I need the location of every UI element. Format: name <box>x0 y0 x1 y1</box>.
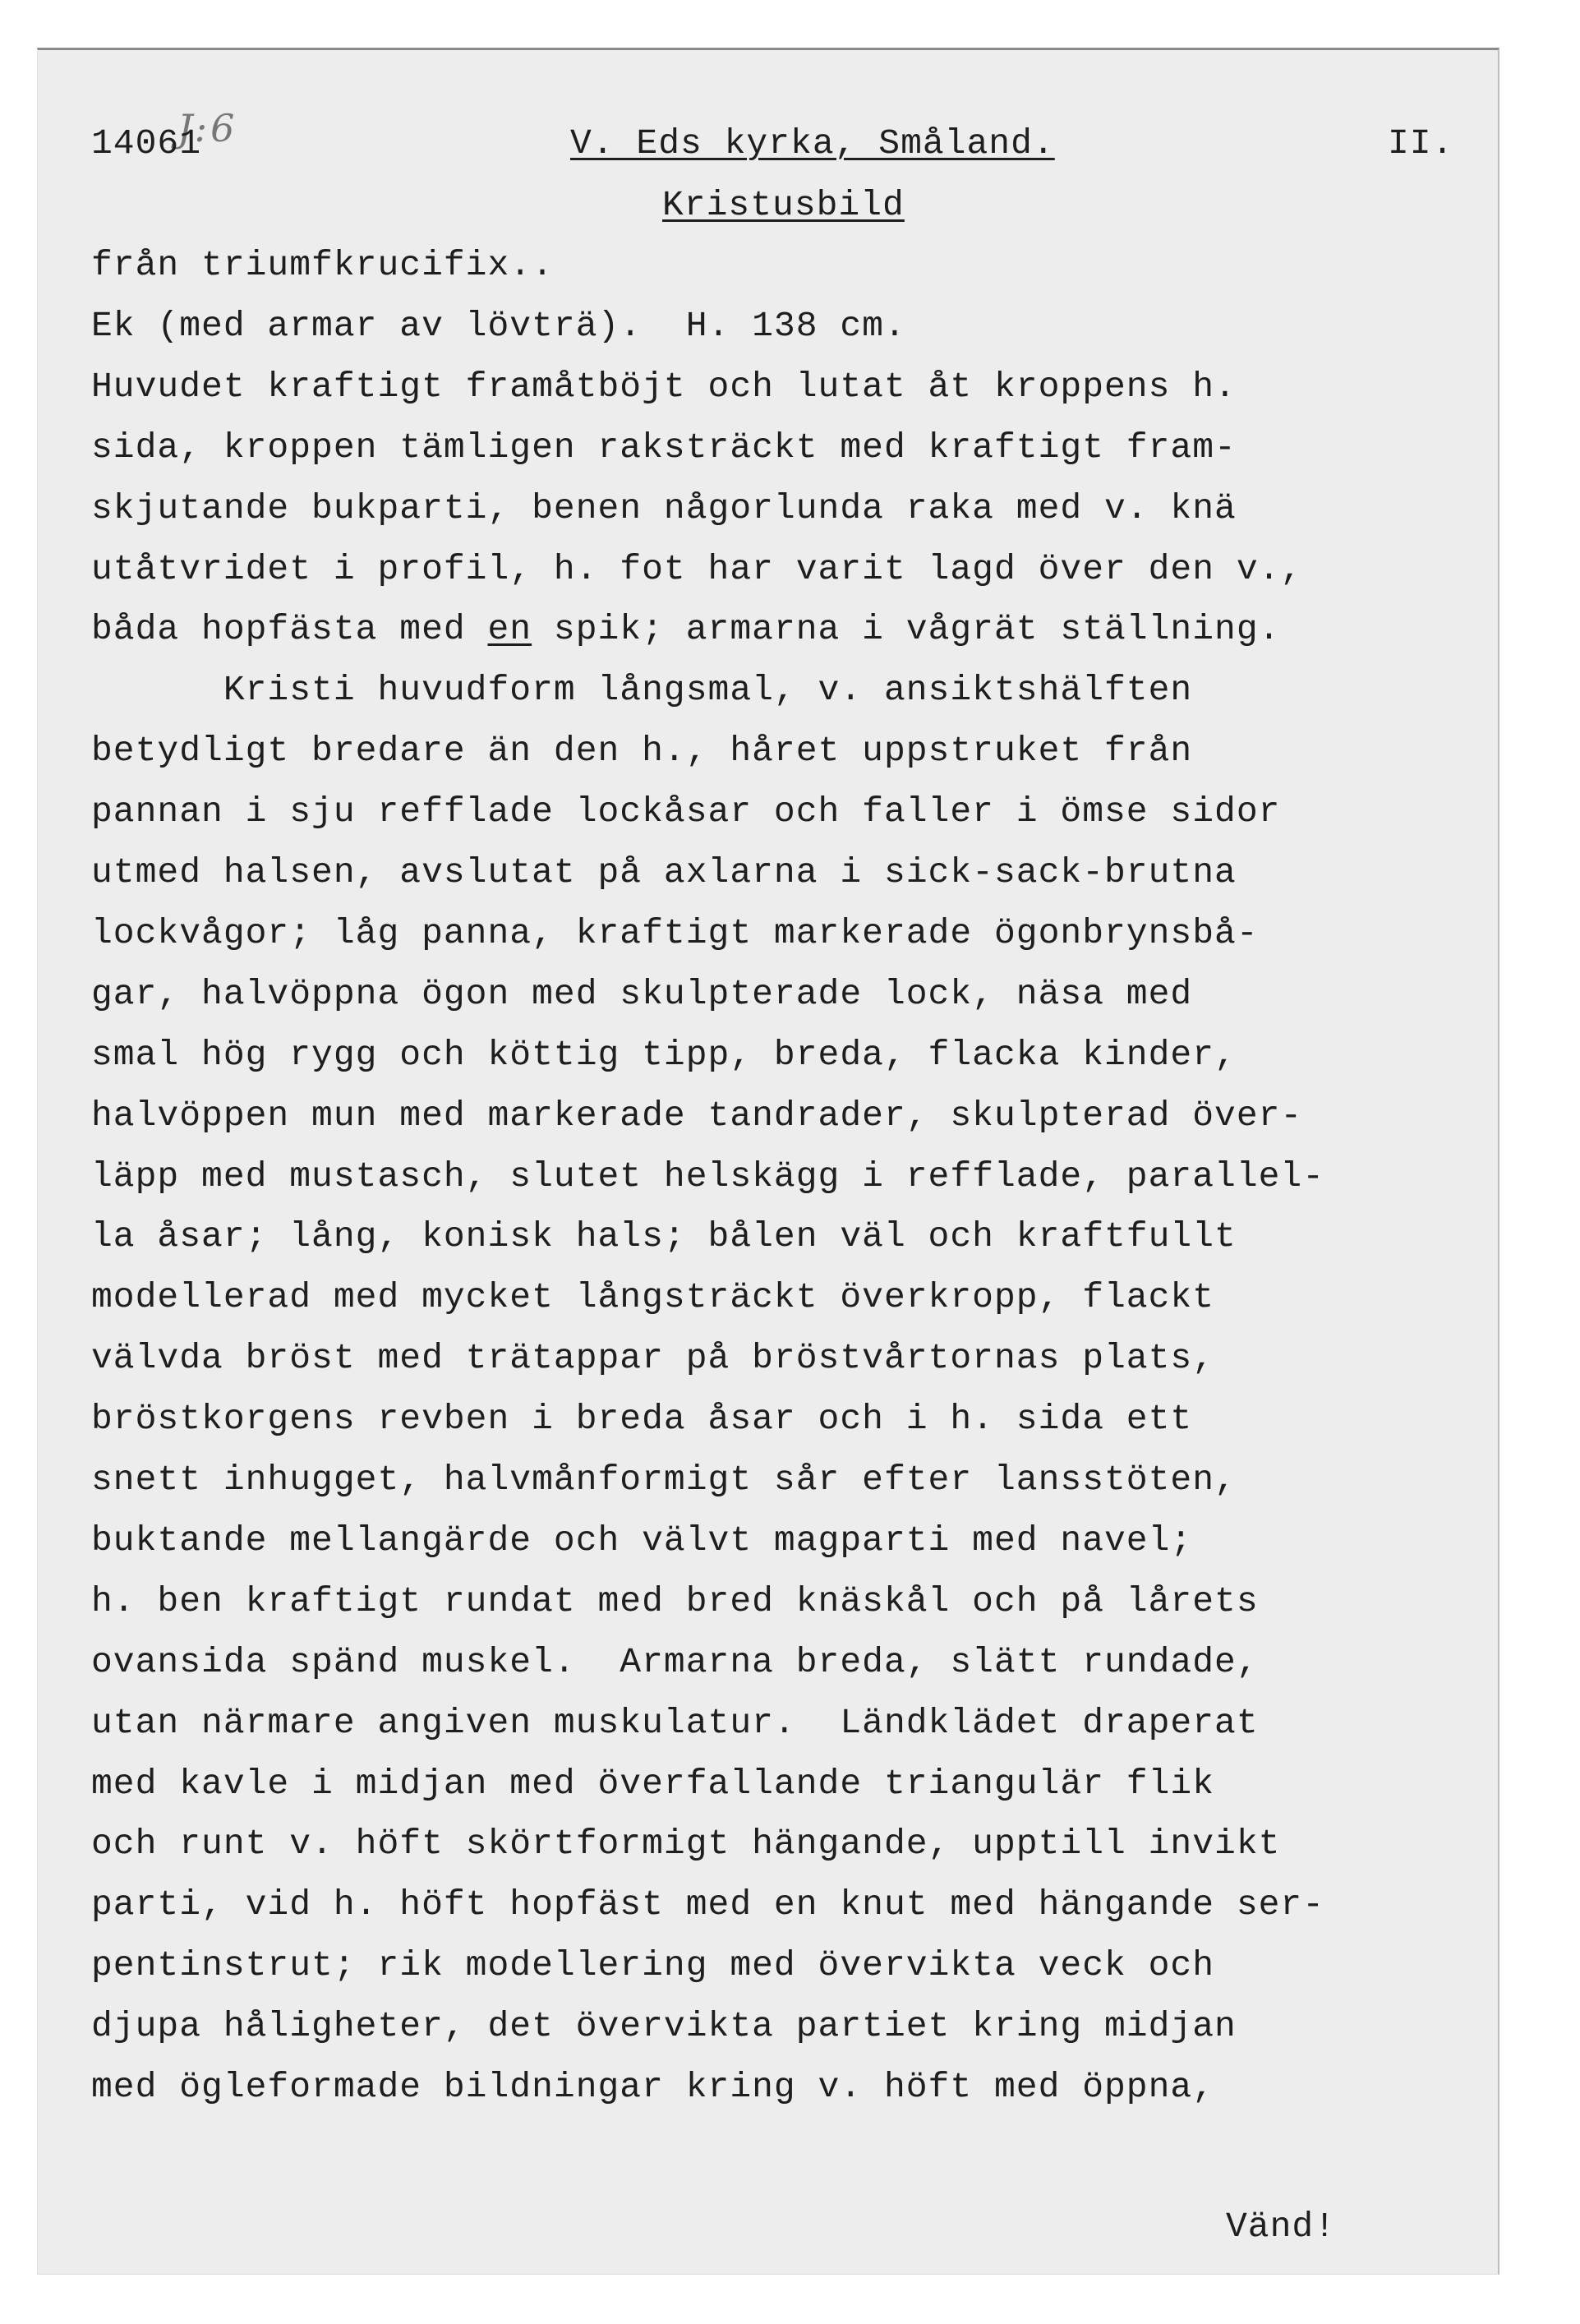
card-text-line: och runt v. höft skörtformigt hängande, upptill invikt <box>91 1824 1281 1864</box>
card-text-line: båda hopfästa med en spik; armarna i vågrät ställning. <box>91 609 1281 649</box>
card-text-line: skjutande bukparti, benen någorlunda raka med v. knä <box>91 488 1237 528</box>
card-number: 14061 <box>91 123 202 164</box>
card-text-line: parti, vid h. höft hopfäst med en knut med hängande ser- <box>91 1884 1325 1925</box>
card-text-line: la åsar; lång, konisk hals; bålen väl och kraftfullt <box>91 1216 1237 1257</box>
card-text-line: smal hög rygg och köttig tipp, breda, flacka kinder, <box>91 1035 1237 1075</box>
card-text-line: utmed halsen, avslutat på axlarna i sick-sack-brutna <box>91 852 1237 892</box>
card-location: V. Eds kyrka, Småland. <box>570 123 1055 164</box>
card-text-line: Huvudet kraftigt framåtböjt och lutat åt kroppens h. <box>91 367 1237 407</box>
card-subject: Kristusbild <box>662 185 905 225</box>
card-text-line: utan närmare angiven muskulatur. Ländklädet draperat <box>91 1703 1259 1743</box>
card-text-line: ovansida spänd muskel. Armarna breda, slätt rundade, <box>91 1642 1259 1682</box>
pencil-note: J:6 <box>177 106 238 150</box>
card-text-line: halvöppen mun med markerade tandrader, skulpterad över- <box>91 1095 1303 1136</box>
card-text-line: gar, halvöppna ögon med skulpterade lock, näsa med <box>91 974 1193 1014</box>
card-text-line: h. ben kraftigt rundat med bred knäskål och på lårets <box>91 1581 1259 1621</box>
card-text-line: lockvågor; låg panna, kraftigt markerade ögonbrynsbå- <box>91 913 1259 953</box>
card-text-line: djupa håligheter, det övervikta partiet kring midjan <box>91 2006 1237 2046</box>
card-text-line: med kavle i midjan med överfallande triangulär flik <box>91 1764 1215 1804</box>
card-text-line: med ögleformade bildningar kring v. höft med öppna, <box>91 2067 1215 2107</box>
catalog-card <box>37 48 1499 2275</box>
card-text-line: pentinstrut; rik modellering med övervikta veck och <box>91 1945 1215 1985</box>
card-text-line: betydligt bredare än den h., håret uppstruket från <box>91 731 1193 771</box>
card-text-line: sida, kroppen tämligen raksträckt med kraftigt fram- <box>91 427 1237 468</box>
card-text-line: Ek (med armar av lövträ). H. 138 cm. <box>91 306 906 346</box>
card-text-line: Kristi huvudform långsmal, v. ansiktshälften <box>91 670 1193 710</box>
card-text-line: välvda bröst med trätappar på bröstvårtornas plats, <box>91 1338 1215 1378</box>
card-text-line: läpp med mustasch, slutet helskägg i refflade, parallel- <box>91 1156 1325 1197</box>
card-text-line: utåtvridet i profil, h. fot har varit lagd över den v., <box>91 549 1303 589</box>
turn-note: Vänd! <box>1226 2206 1337 2247</box>
card-text-line: pannan i sju refflade lockåsar och faller i ömse sidor <box>91 791 1281 832</box>
card-volume: II. <box>1388 123 1454 164</box>
card-text-line: bröstkorgens revben i breda åsar och i h. sida ett <box>91 1399 1193 1439</box>
card-text-line: buktande mellangärde och välvt magparti med navel; <box>91 1520 1193 1561</box>
card-text-line: modellerad med mycket långsträckt överkropp, flackt <box>91 1277 1215 1317</box>
card-text-line: från triumfkrucifix.. <box>91 245 554 285</box>
card-text-line: snett inhugget, halvmånformigt sår efter lansstöten, <box>91 1459 1237 1500</box>
